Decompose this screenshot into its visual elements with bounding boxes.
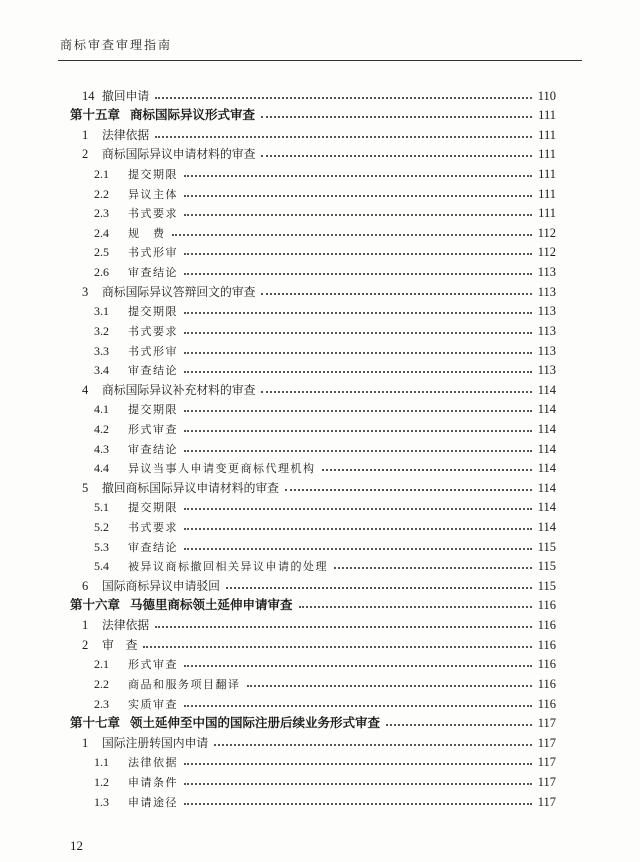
toc-entry-number: 3.1 (94, 304, 109, 319)
toc-leader-dots (334, 567, 532, 569)
toc-entry-page: 112 (537, 225, 556, 240)
toc-entry (70, 84, 556, 104)
toc-leader-dots (184, 214, 532, 216)
toc-leader-dots (184, 763, 532, 765)
toc-entry (70, 496, 556, 516)
toc-entry-page: 113 (537, 323, 556, 338)
toc-entry (70, 672, 556, 692)
toc-entry-page: 111 (538, 108, 556, 123)
toc-entry-page: 117 (537, 735, 556, 750)
toc-entry-page: 115 (537, 559, 556, 574)
toc-leader-dots (214, 744, 532, 746)
toc-entry-page: 113 (537, 363, 556, 378)
toc-entry (70, 378, 556, 398)
toc-leader-dots (184, 528, 532, 530)
toc-entry-title: 形式审查 (128, 658, 178, 672)
toc-leader-dots (285, 489, 532, 491)
toc-entry-title: 马德里商标领土延伸申请审查 (130, 597, 293, 613)
toc-entry-page: 116 (537, 637, 556, 652)
toc-leader-dots (322, 469, 532, 471)
toc-entry-title: 形式审查 (128, 422, 178, 436)
toc-entry-title: 撤回申请 (102, 88, 150, 103)
toc-entry-title: 提交期限 (128, 501, 178, 515)
toc-entry-page: 115 (537, 539, 556, 554)
toc-entry (70, 613, 556, 633)
toc-entry-page: 113 (537, 304, 556, 319)
toc-entry-number: 第十七章 (70, 716, 121, 731)
toc-entry-title: 规 费 (128, 226, 166, 240)
toc-leader-dots (155, 97, 532, 99)
toc-entry-title: 审查结论 (128, 266, 178, 280)
toc-entry (70, 241, 556, 261)
toc-entry (70, 162, 556, 182)
toc-entry (70, 339, 556, 359)
toc-entry (70, 692, 556, 712)
toc-entry-number: 6 (82, 578, 89, 593)
toc-entry-number: 2 (82, 147, 89, 162)
toc-entry-number: 4.1 (94, 402, 109, 417)
toc-entry (70, 653, 556, 673)
toc-entry-title: 提交期限 (128, 168, 178, 182)
toc-leader-dots (184, 508, 532, 510)
toc-chapter-entry (70, 594, 556, 614)
toc-entry-page: 111 (538, 147, 556, 162)
toc-entry-page: 117 (537, 794, 556, 809)
toc-leader-dots (184, 352, 532, 354)
toc-entry-page: 117 (537, 774, 556, 789)
toc-entry-title: 异议主体 (128, 187, 178, 201)
toc-entry-title: 审 查 (102, 637, 138, 652)
toc-entry (70, 731, 556, 751)
toc-entry-number: 1.1 (94, 755, 109, 770)
toc-chapter-entry (70, 712, 556, 732)
toc-leader-dots (386, 724, 532, 726)
toc-entry (70, 359, 556, 379)
toc-entry-title: 书式形审 (128, 344, 178, 358)
toc-leader-dots (184, 665, 532, 667)
toc-entry-number: 1 (82, 735, 89, 750)
toc-entry-page: 116 (537, 696, 556, 711)
toc-entry (70, 476, 556, 496)
toc-entry (70, 280, 556, 300)
toc-leader-dots (184, 371, 532, 373)
toc-entry-number: 2.3 (94, 696, 109, 711)
toc-entry-page: 114 (537, 480, 556, 495)
toc-entry-page: 111 (538, 186, 556, 201)
toc-leader-dots (184, 803, 532, 805)
toc-leader-dots (155, 626, 532, 628)
toc-entry-page: 112 (537, 245, 556, 260)
running-head: 商标审查审理指南 (60, 38, 173, 52)
toc-entry-title: 法律依据 (102, 127, 150, 142)
toc-entry-title: 书式要求 (128, 324, 178, 338)
toc-entry-number: 5.1 (94, 500, 109, 515)
toc-entry-page: 113 (537, 265, 556, 280)
toc-entry-page: 116 (537, 657, 556, 672)
toc-entry-number: 5.2 (94, 520, 109, 535)
toc-leader-dots (155, 136, 532, 138)
toc-entry (70, 574, 556, 594)
toc-entry-title: 书式要求 (128, 207, 178, 221)
toc-entry-number: 第十六章 (70, 598, 121, 613)
toc-entry-title: 审查结论 (128, 540, 178, 554)
toc-entry-number: 2.4 (94, 225, 109, 240)
toc-entry-page: 110 (537, 88, 556, 103)
toc-entry (70, 770, 556, 790)
toc-entry-title: 国际商标异议申请驳回 (102, 578, 220, 593)
toc-entry-number: 3.3 (94, 343, 109, 358)
toc-entry-number: 5.3 (94, 539, 109, 554)
toc-entry-title: 申请途径 (128, 795, 178, 809)
toc-leader-dots (184, 705, 532, 707)
toc-leader-dots (184, 430, 532, 432)
toc-leader-dots (184, 312, 532, 314)
toc-entry-title: 法律依据 (102, 618, 150, 633)
toc-entry-number: 2 (82, 637, 89, 652)
toc-entry (70, 417, 556, 437)
toc-entry-page: 117 (537, 755, 556, 770)
toc-leader-dots (184, 175, 532, 177)
toc-entry-title: 书式要求 (128, 521, 178, 535)
toc-entry-title: 商标国际异议形式审查 (130, 107, 256, 123)
toc-entry-title: 商标国际异议答辩回文的审查 (102, 284, 256, 299)
toc-entry-title: 异议当事人申请变更商标代理机构 (128, 462, 316, 476)
toc-entry-number: 1.3 (94, 794, 109, 809)
toc-entry (70, 633, 556, 653)
toc-entry-number: 1.2 (94, 774, 109, 789)
toc-entry-number: 2.2 (94, 186, 109, 201)
toc-entry-title: 国际注册转国内申请 (102, 735, 209, 750)
toc-entry (70, 319, 556, 339)
toc-leader-dots (184, 410, 532, 412)
toc-leader-dots (261, 155, 532, 157)
toc-entry-number: 2.5 (94, 245, 109, 260)
toc-entry (70, 123, 556, 143)
toc-leader-dots (261, 293, 531, 295)
toc-leader-dots (184, 253, 532, 255)
header-rule (58, 60, 582, 61)
toc-leader-dots (184, 195, 532, 197)
toc-entry-title: 法律依据 (128, 756, 178, 770)
toc-entry-number: 2.1 (94, 167, 109, 182)
toc-entry-page: 116 (537, 618, 556, 633)
toc-entry-title: 提交期限 (128, 305, 178, 319)
toc-entry (70, 515, 556, 535)
toc-entry (70, 555, 556, 575)
toc-entry-title: 商标国际异议申请材料的审查 (102, 147, 256, 162)
toc-entry-page: 117 (537, 716, 556, 731)
toc-entry-number: 14 (82, 88, 95, 103)
toc-leader-dots (184, 783, 532, 785)
toc-leader-dots (261, 391, 531, 393)
toc-entry-page: 115 (537, 578, 556, 593)
toc-entry-number: 1 (82, 618, 89, 633)
toc-entry-page: 113 (537, 284, 556, 299)
toc-entry-title: 实质审查 (128, 697, 178, 711)
toc-entry (70, 143, 556, 163)
toc-entry (70, 457, 556, 477)
toc-entry-title: 提交期限 (128, 403, 178, 417)
toc-leader-dots (184, 450, 532, 452)
toc-entry-title: 商标国际异议补充材料的审查 (102, 382, 256, 397)
toc-entry-number: 2.1 (94, 657, 109, 672)
toc-entry (70, 437, 556, 457)
toc-entry-page: 116 (537, 598, 556, 613)
toc-leader-dots (226, 587, 532, 589)
toc-entry-title: 审查结论 (128, 442, 178, 456)
toc-entry-number: 3 (82, 284, 89, 299)
toc-entry-page: 116 (537, 676, 556, 691)
toc-entry-number: 4 (82, 382, 89, 397)
toc-entry-number: 3.2 (94, 323, 109, 338)
toc-entry-title: 被异议商标撤回相关异议申请的处理 (128, 560, 328, 574)
toc-entry-page: 111 (538, 206, 556, 221)
toc-entry (70, 300, 556, 320)
toc-entry (70, 535, 556, 555)
toc-leader-dots (143, 646, 531, 648)
toc-entry (70, 260, 556, 280)
toc-entry-number: 3.4 (94, 363, 109, 378)
table-of-contents (70, 84, 556, 810)
toc-entry-number: 4.3 (94, 441, 109, 456)
toc-entry (70, 790, 556, 810)
toc-entry-title: 申请条件 (128, 775, 178, 789)
toc-entry-number: 4.2 (94, 421, 109, 436)
toc-entry-page: 114 (537, 520, 556, 535)
toc-entry-number: 1 (82, 127, 89, 142)
toc-entry-page: 114 (537, 402, 556, 417)
toc-entry-title: 商品和服务项目翻译 (128, 677, 241, 691)
toc-entry-page: 114 (537, 500, 556, 515)
toc-leader-dots (184, 332, 532, 334)
toc-entry-number: 2.2 (94, 676, 109, 691)
toc-entry-page: 114 (537, 421, 556, 436)
toc-entry (70, 398, 556, 418)
toc-entry-page: 114 (537, 461, 556, 476)
toc-entry-title: 书式形审 (128, 246, 178, 260)
toc-entry-page: 111 (538, 127, 556, 142)
toc-entry-page: 113 (537, 343, 556, 358)
toc-entry-page: 114 (537, 382, 556, 397)
toc-entry-number: 2.6 (94, 265, 109, 280)
toc-entry (70, 202, 556, 222)
toc-entry-title: 审查结论 (128, 364, 178, 378)
toc-entry-page: 111 (538, 167, 556, 182)
toc-leader-dots (184, 273, 532, 275)
toc-entry-page: 114 (537, 441, 556, 456)
toc-entry (70, 751, 556, 771)
toc-entry-number: 5.4 (94, 559, 109, 574)
toc-leader-dots (172, 234, 532, 236)
page-number: 12 (70, 838, 83, 853)
toc-leader-dots (261, 116, 532, 118)
toc-entry-number: 2.3 (94, 206, 109, 221)
toc-entry (70, 221, 556, 241)
toc-chapter-entry (70, 104, 556, 124)
toc-entry-number: 5 (82, 480, 89, 495)
toc-leader-dots (184, 548, 532, 550)
toc-entry-number: 4.4 (94, 461, 109, 476)
toc-entry-title: 撤回商标国际异议申请材料的审查 (102, 480, 279, 495)
toc-entry-number: 第十五章 (70, 108, 121, 123)
toc-leader-dots (299, 606, 532, 608)
toc-entry (70, 182, 556, 202)
toc-entry-title: 领土延伸至中国的国际注册后续业务形式审查 (130, 715, 381, 731)
toc-leader-dots (247, 685, 532, 687)
